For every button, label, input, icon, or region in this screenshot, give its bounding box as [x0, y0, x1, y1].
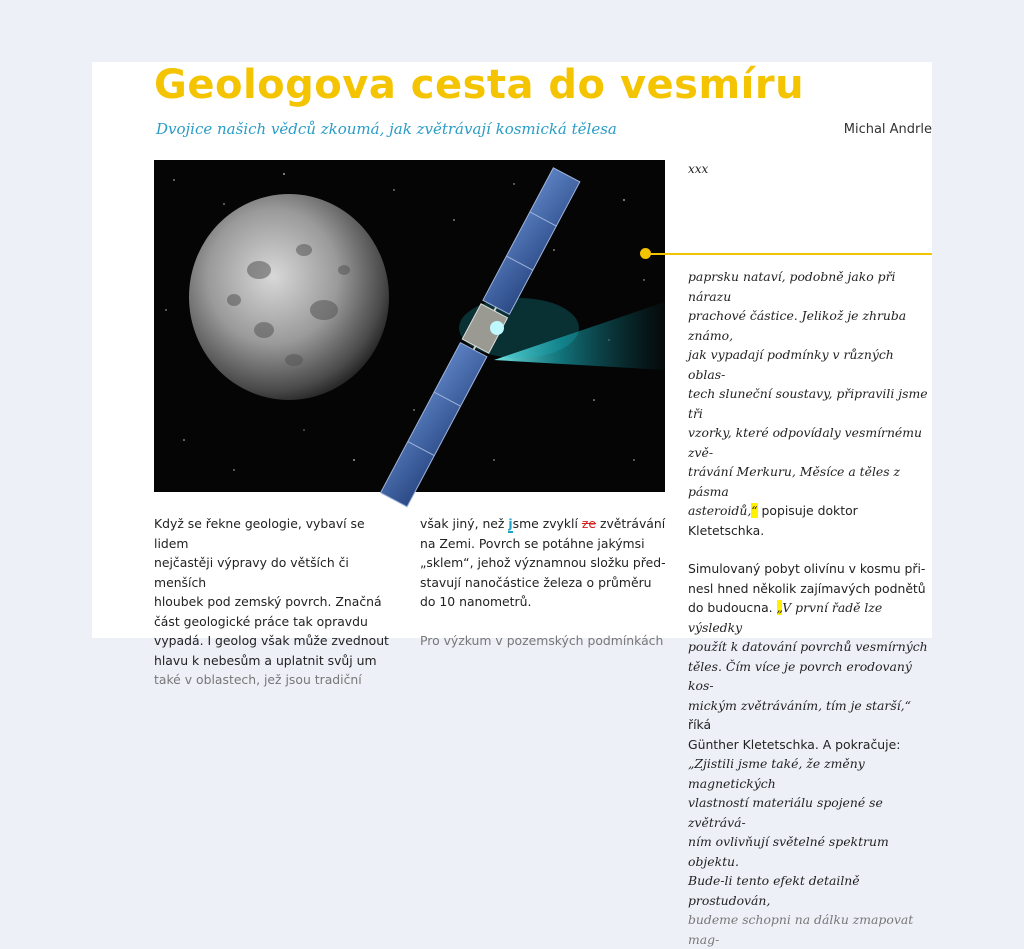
- col1-line: část geologické práce tak opravdu: [154, 613, 368, 629]
- magazine-page: [92, 62, 932, 947]
- text-column-2: [420, 514, 670, 650]
- col3-quote-line: jak vypadají podmínky v různých oblas-: [688, 347, 894, 382]
- col3-quote-line: vzorky, které odpovídaly vesmírnému zvě-: [688, 425, 922, 460]
- image-caption-placeholder: xxx: [688, 162, 709, 176]
- col1-line: také v oblastech, jež jsou tradiční: [154, 672, 362, 687]
- text-column-1: [154, 514, 402, 690]
- highlighted-quote-mark: “: [751, 503, 758, 518]
- col2-line: na Zemi. Povrch se potáhne jakýmsi: [420, 535, 645, 551]
- col3-quote-line: „Zjistili jsme také, že změny magnetických: [688, 756, 865, 791]
- col3-quote-line: vlastností materiálu spojené se zvětrává-: [688, 795, 883, 830]
- col2-line: do 10 nanometrů.: [420, 594, 532, 609]
- col2-line: „sklem“, jehož významnou složku před-: [420, 555, 666, 570]
- col1-line: nejčastěji výpravy do větších či menších: [154, 555, 349, 590]
- col3-quote-line: budeme schopni na dálku zmapovat mag-: [688, 912, 914, 947]
- article-image: [154, 160, 665, 492]
- article-title: Geologova cesta do vesmíru: [154, 62, 805, 108]
- col3-mixed-line: mickým zvětráváním, tím je starší,“ říká: [688, 697, 911, 732]
- col3-quote-end-line: asteroidů,“ popisuje doktor Kletetschka.: [688, 503, 858, 538]
- col2-line: stavují nanočástice železa o průměru: [420, 574, 652, 590]
- col3-quote-line: Bude-li tento efekt detailně prostudován,: [688, 873, 860, 908]
- col2-line-with-corrections: však jiný, než jsme zvyklí ze zvětrávání: [420, 516, 666, 531]
- col3-quote-line: těles. Čím více je povrch erodovaný kos-: [688, 658, 912, 693]
- text-column-3: [688, 267, 932, 949]
- insert-correction-mark: j: [508, 516, 513, 531]
- col3-line: Günther Kletetschka. A pokračuje:: [688, 736, 901, 752]
- article-author: Michal Andrle: [843, 122, 932, 137]
- caption-pointer-line: [650, 253, 932, 255]
- col1-line: hloubek pod zemský povrch. Značná: [154, 594, 382, 609]
- highlighted-open-quote: „: [776, 600, 783, 615]
- col1-line: Když se řekne geologie, vybaví se lidem: [154, 516, 365, 551]
- col3-quote-line: použít k datování povrchů vesmírných: [688, 639, 928, 654]
- col3-quote-line: prachové částice. Jelikož je zhruba známo,: [688, 308, 907, 343]
- col3-line: nesl hned několik zajímavých podnětů: [688, 580, 926, 596]
- col1-line: vypadá. I geolog však může zvednout: [154, 633, 389, 648]
- asteroid-spacecraft-illustration: [154, 160, 665, 492]
- col3-quote-line: paprsku nataví, podobně jako při nárazu: [688, 269, 896, 304]
- col1-line: hlavu k nebesům a uplatnit svůj um: [154, 652, 377, 668]
- col2-line: Pro výzkum v pozemských podmínkách: [420, 632, 664, 648]
- delete-correction-mark: ze: [581, 516, 597, 531]
- article-subtitle: Dvojice našich vědců zkoumá, jak zvětrávají kosmická tělesa: [156, 120, 617, 138]
- col3-mixed-line: do budoucna. „V první řadě lze výsledky: [688, 600, 883, 635]
- col3-quote-line: ním ovlivňují světelné spektrum objektu.: [688, 834, 889, 869]
- col3-quote-line: tech sluneční soustavy, připravili jsme tři: [688, 386, 928, 421]
- col3-line: Simulovaný pobyt olivínu v kosmu při-: [688, 561, 926, 576]
- col3-quote-line: trávání Merkuru, Měsíce a těles z pásma: [688, 464, 901, 499]
